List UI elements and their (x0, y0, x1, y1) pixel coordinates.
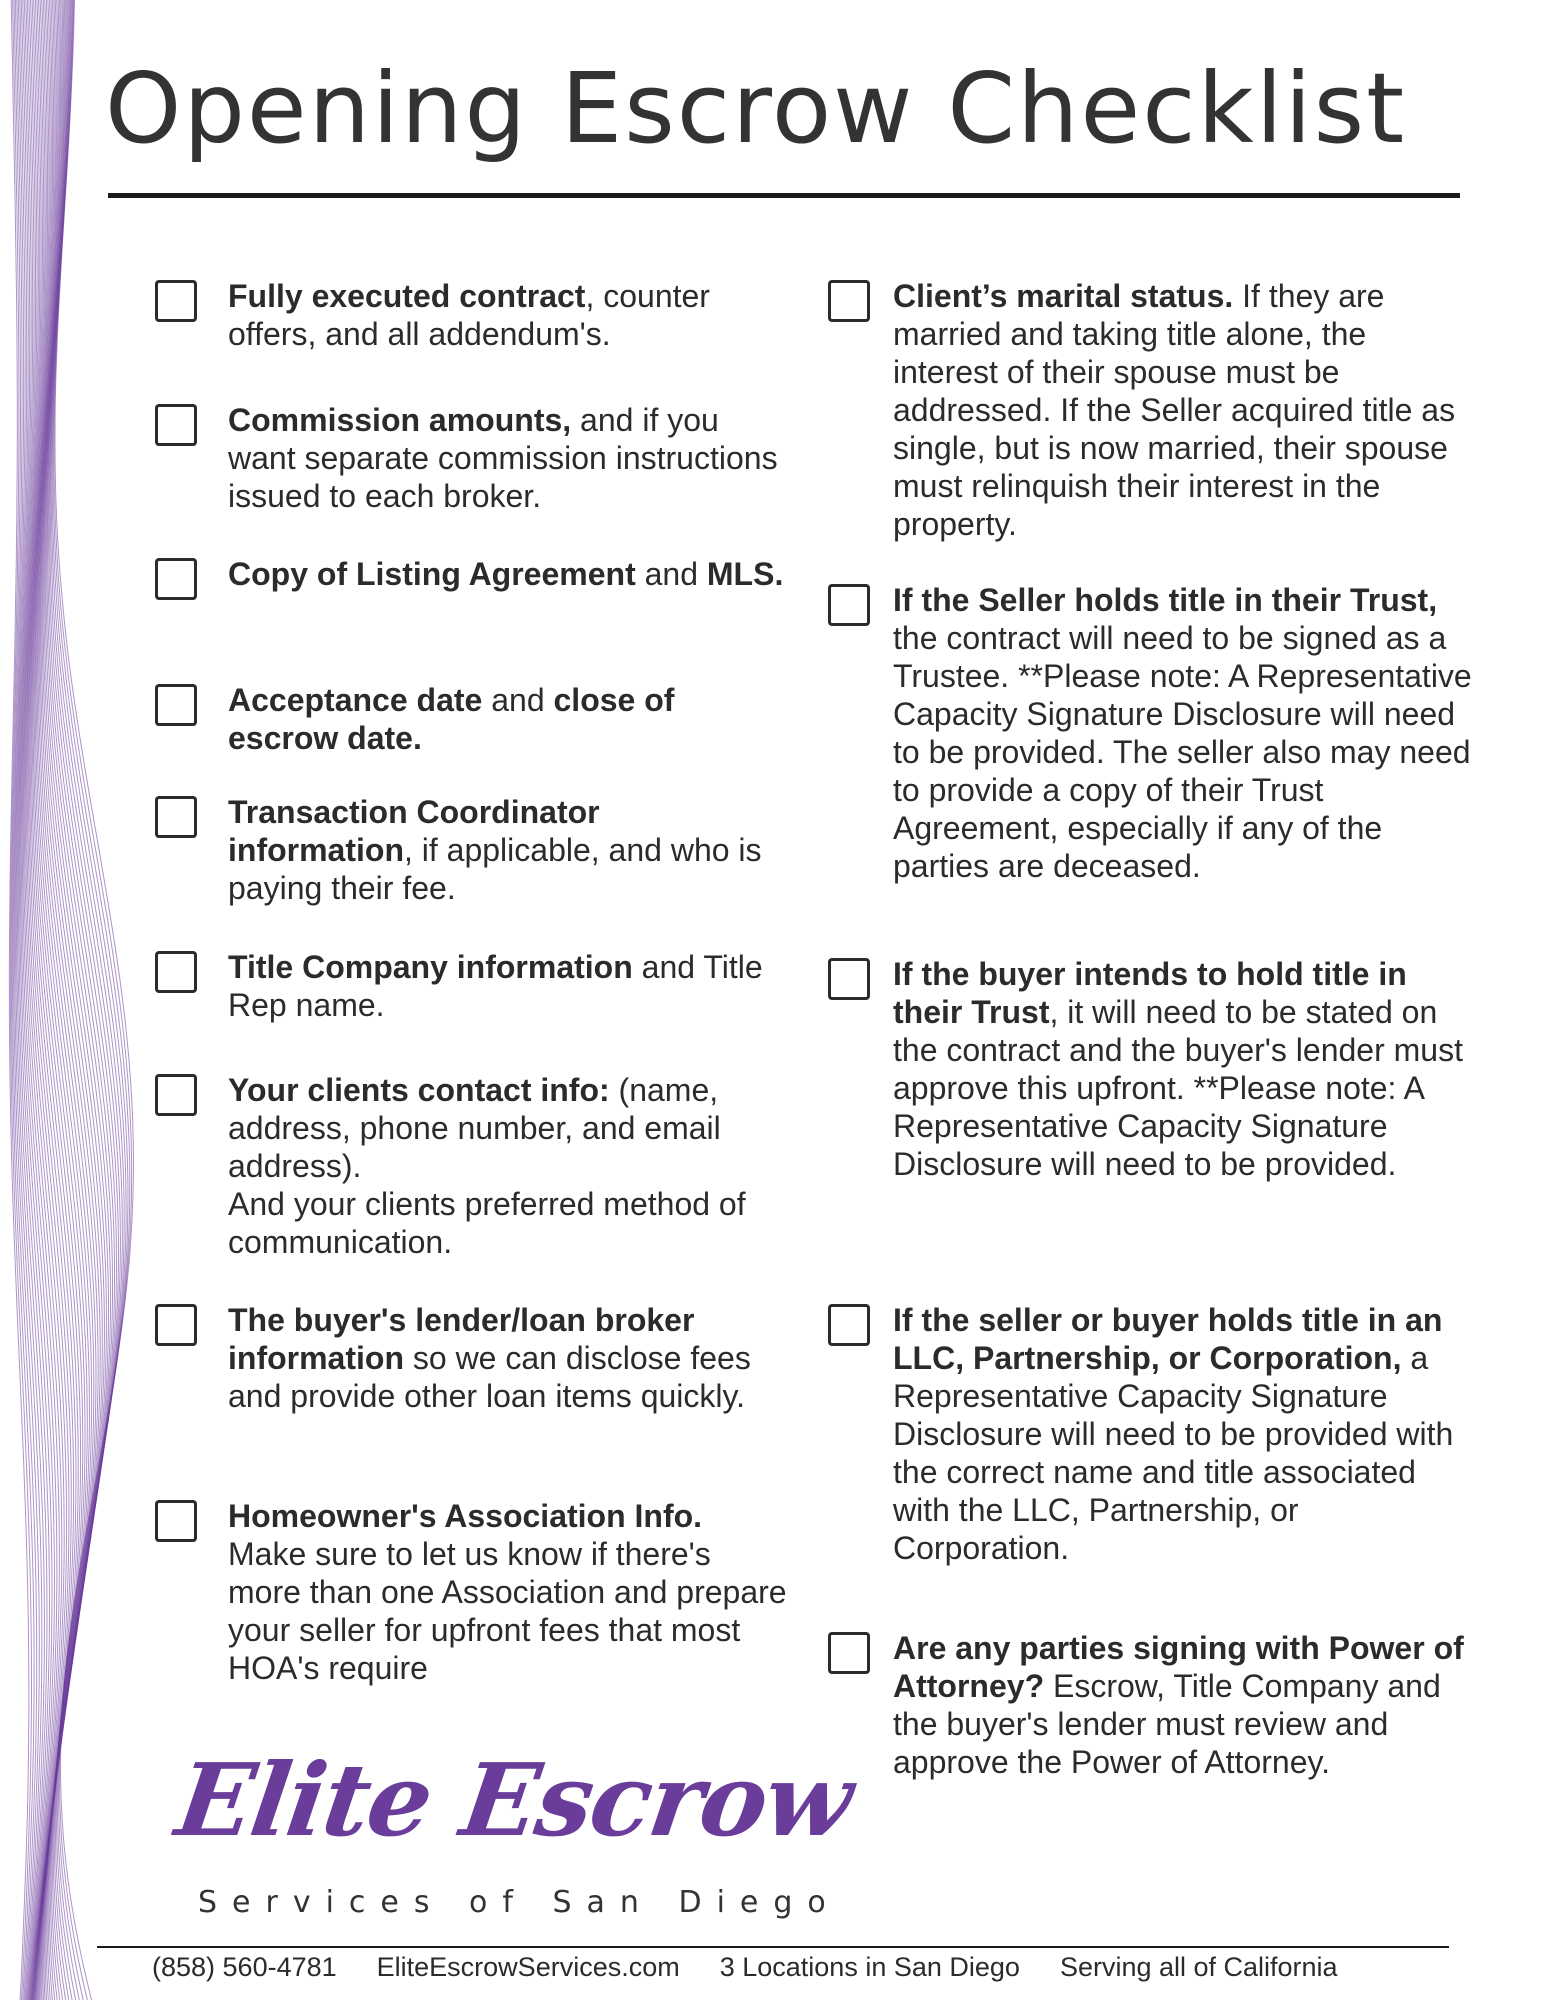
footer-coverage: Serving all of California (1059, 1952, 1338, 1982)
item-text: Your clients contact info: (name, address, phone number, and email address). And your clients preferred method of communication. (228, 1072, 746, 1260)
checkbox[interactable] (155, 1500, 197, 1542)
item-text: If the buyer intends to hold title in their Trust, it will need to be stated on the contract and the buyer's lender must approve this upfront. **Please note: A Representative Capacity Signature Disclosure will need to be provided. (893, 956, 1463, 1182)
checkbox[interactable] (155, 951, 197, 993)
footer-locations: 3 Locations in San Diego (719, 1952, 1020, 1982)
checkbox[interactable] (828, 1304, 870, 1346)
footer (152, 1952, 1338, 1992)
footer-divider (97, 1946, 1449, 1948)
checkbox[interactable] (828, 584, 870, 626)
item-text: Title Company information and Title Rep name. (228, 949, 763, 1023)
item-text: Transaction Coordinator information, if applicable, and who is paying their fee. (228, 794, 762, 906)
checkbox[interactable] (155, 558, 197, 600)
item-text: Homeowner's Association Info. Make sure to let us know if there's more than one Association and prepare your seller for upfront fees that most HOA's require (228, 1498, 787, 1686)
logo-tagline: Services of San Diego (198, 1885, 841, 1920)
item-text: Client’s marital status. If they are married and taking title alone, the interest of their spouse must be addressed. If the Seller acquired title as single, but is now married, their spouse must relinquish their interest in the property. (893, 278, 1456, 542)
item-text: If the seller or buyer holds title in an LLC, Partnership, or Corporation, a Representative Capacity Signature Disclosure will need to be provided with the correct name and title associated with the LLC, Partnership, or Corporation. (893, 1302, 1454, 1566)
item-text: Fully executed contract, counter offers, and all addendum's. (228, 278, 710, 352)
title-divider (108, 193, 1460, 198)
checkbox[interactable] (155, 1074, 197, 1116)
footer-website: EliteEscrowServices.com (376, 1952, 680, 1982)
checkbox[interactable] (155, 404, 197, 446)
item-text: If the Seller holds title in their Trust, the contract will need to be signed as a Trustee. **Please note: A Representative Capacity Signature Disclosure will need to be provided. The seller also may need to provide a copy of their Trust Agreement, especially if any of the parties are deceased. (893, 582, 1472, 884)
checkbox[interactable] (828, 1632, 870, 1674)
decorative-wave-lines (0, 0, 140, 2000)
checkbox[interactable] (155, 1304, 197, 1346)
footer-phone: (858) 560-4781 (152, 1952, 337, 1982)
checkbox[interactable] (828, 958, 870, 1000)
checkbox[interactable] (828, 280, 870, 322)
page-title: Opening Escrow Checklist (105, 52, 1407, 165)
item-text: Copy of Listing Agreement and MLS. (228, 556, 784, 592)
item-text: Acceptance date and close of escrow date. (228, 682, 675, 756)
company-logo: Elite Escrow (169, 1741, 858, 1859)
item-text: The buyer's lender/loan broker information so we can disclose fees and provide other loan items quickly. (228, 1302, 751, 1414)
checkbox[interactable] (155, 684, 197, 726)
item-text: Commission amounts, and if you want separate commission instructions issued to each broker. (228, 402, 778, 514)
checkbox[interactable] (155, 280, 197, 322)
item-text: Are any parties signing with Power of Attorney? Escrow, Title Company and the buyer's lender must review and approve the Power of Attorney. (893, 1630, 1464, 1780)
checkbox[interactable] (155, 796, 197, 838)
